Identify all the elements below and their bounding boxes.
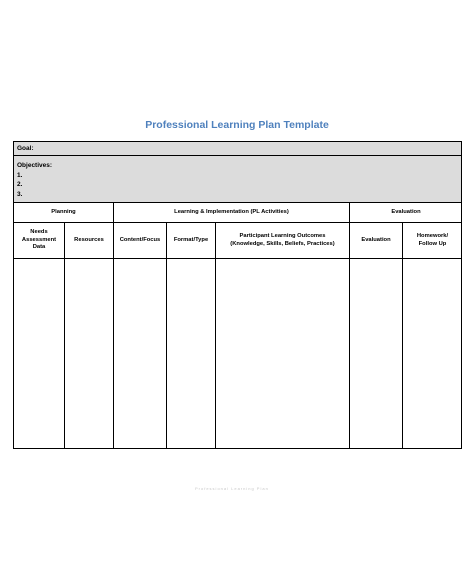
faint-footer-text: Professional Learning Plan [195,486,269,491]
goal-row[interactable] [14,142,461,156]
col-participant-outcomes: Participant Learning Outcomes (Knowledge, Skills, Beliefs, Practices) [230,233,335,247]
section-evaluation: Evaluation [391,208,421,215]
col-content-focus: Content/Focus [119,236,161,243]
col-format-type: Format/Type [173,236,209,243]
section-learning-implementation: Learning & Implementation (PL Activities) [174,208,289,215]
goal-label: Goal: [17,145,34,152]
col-evaluation: Evaluation [361,236,391,243]
objectives-row[interactable] [14,156,461,203]
objectives-label: Objectives: [17,162,53,169]
col-resources: Resources [74,236,104,243]
cell-content-focus-entry[interactable] [114,259,166,449]
cell-resources-entry[interactable] [65,259,113,449]
cell-needs-assessment-entry[interactable] [14,259,64,449]
objective-item-1: 1. [17,171,23,179]
col-homework-follow-up: Homework/ Follow Up [416,233,449,247]
cell-evaluation-entry[interactable] [350,259,402,449]
cell-participant-outcomes-entry[interactable] [216,259,349,449]
objective-item-3: 3. [17,190,23,198]
col-needs-assessment: Needs Assessment Data [21,229,57,251]
objective-item-2: 2. [17,181,23,188]
learning-plan-table [13,141,462,449]
section-planning: Planning [51,208,76,215]
cell-format-type-entry[interactable] [167,259,215,449]
cell-homework-entry[interactable] [403,259,462,449]
page-title: Professional Learning Plan Template [145,119,329,131]
